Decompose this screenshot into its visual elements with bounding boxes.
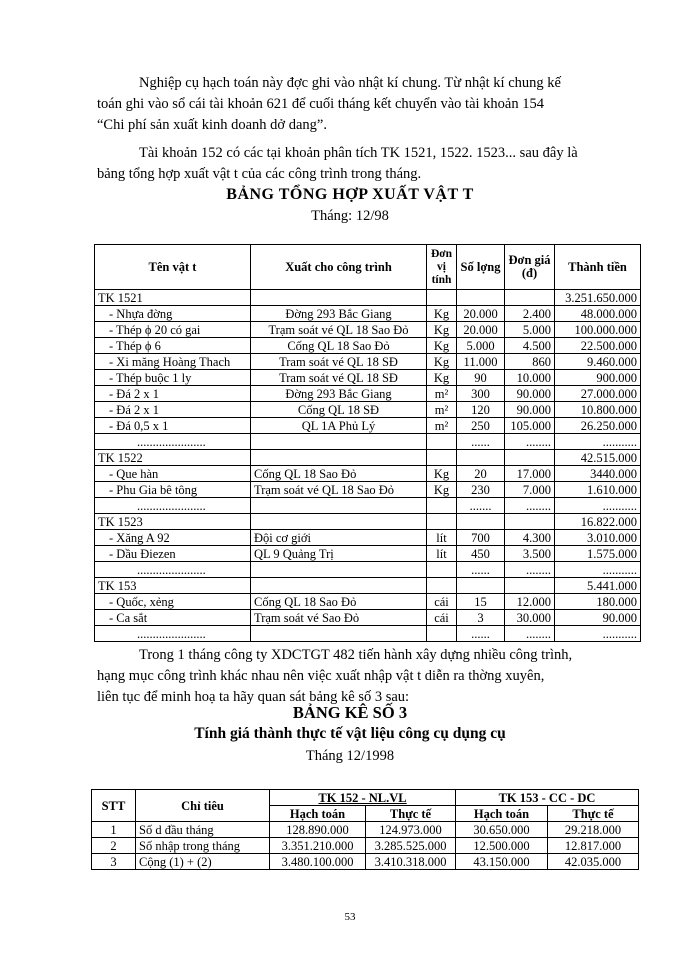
- quantity-cell: 15: [457, 594, 505, 610]
- summary-table: [94, 244, 641, 642]
- amount-cell: 3.251.650.000: [555, 290, 641, 306]
- price-cell: ........: [505, 498, 555, 514]
- header-tk152: TK 152 - NL.VL: [270, 790, 456, 806]
- intro-line: toán ghi vào sổ cái tài khoản 621 để cuối tháng kết chuyển vào tài khoản 154: [97, 96, 544, 112]
- table-row: [95, 482, 641, 498]
- price-cell: ........: [505, 562, 555, 578]
- account-group-row: [95, 450, 641, 466]
- intro-line: Nghiệp cụ hạch toán này đợc ghi vào nhật kí chung. Từ nhật kí chung kế: [139, 75, 561, 91]
- header-tk153-plan: Hạch toán: [456, 806, 548, 822]
- amount-cell: ...........: [555, 626, 641, 642]
- summary-subtitle: Tháng: 12/98: [311, 208, 389, 224]
- quantity-cell: 11.000: [457, 354, 505, 370]
- summary-table-body: [95, 290, 641, 642]
- amount-cell: 100.000.000: [555, 322, 641, 338]
- material-name-cell: TK 153: [95, 578, 251, 594]
- ellipsis-row: [95, 498, 641, 514]
- mid-line: liên tục để minh hoạ ta hãy quan sát bảng kê số 3 sau:: [97, 689, 410, 705]
- unit-cell: [427, 290, 457, 306]
- price-cell: 860: [505, 354, 555, 370]
- ledger-table: [91, 789, 639, 870]
- table-row: [95, 418, 641, 434]
- price-cell: 10.000: [505, 370, 555, 386]
- price-cell: [505, 514, 555, 530]
- material-name-cell: - Đá 2 x 1: [95, 386, 251, 402]
- amount-cell: 10.800.000: [555, 402, 641, 418]
- ledger-month: Tháng 12/1998: [305, 748, 395, 764]
- amount-cell: 9.460.000: [555, 354, 641, 370]
- amount-cell: 1.575.000: [555, 546, 641, 562]
- tk153-actual-cell: 12.817.000: [548, 838, 639, 854]
- unit-cell: cái: [427, 610, 457, 626]
- material-name-cell: - Quốc, xẻng: [95, 594, 251, 610]
- account-line: Tài khoản 152 có các tại khoản phân tích TK 1521, 1522. 1523... sau đây là: [139, 145, 578, 161]
- material-name-cell: - Đá 0,5 x 1: [95, 418, 251, 434]
- project-cell: Đờng 293 Bắc Giang: [251, 306, 427, 322]
- table-row: [95, 338, 641, 354]
- item-cell: Số nhập trong tháng: [136, 838, 270, 854]
- unit-cell: Kg: [427, 306, 457, 322]
- tk152-plan-cell: 3.480.100.000: [270, 854, 366, 870]
- material-name-cell: TK 1521: [95, 290, 251, 306]
- table-row: [95, 370, 641, 386]
- price-cell: 5.000: [505, 322, 555, 338]
- account-line: bảng tổng hợp xuất vật t của các công trình trong tháng.: [97, 166, 422, 182]
- ellipsis-row: [95, 626, 641, 642]
- mid-line: hạng mục công trình khác nhau nên việc xuất nhập vật t diễn ra thờng xuyên,: [97, 668, 545, 684]
- project-cell: Cống QL 18 SĐ: [251, 402, 427, 418]
- project-cell: Cống QL 18 Sao Đỏ: [251, 338, 427, 354]
- project-cell: [251, 450, 427, 466]
- price-cell: 12.000: [505, 594, 555, 610]
- quantity-cell: 450: [457, 546, 505, 562]
- project-cell: [251, 514, 427, 530]
- amount-cell: 3.010.000: [555, 530, 641, 546]
- ellipsis-row: [95, 562, 641, 578]
- table-row: [95, 354, 641, 370]
- amount-cell: 22.500.000: [555, 338, 641, 354]
- material-name-cell: - Nhựa đờng: [95, 306, 251, 322]
- project-cell: QL 9 Quảng Trị: [251, 546, 427, 562]
- amount-cell: ...........: [555, 434, 641, 450]
- header-tk152-plan: Hạch toán: [270, 806, 366, 822]
- unit-cell: [427, 498, 457, 514]
- unit-cell: [427, 626, 457, 642]
- material-name-cell: ......................: [95, 498, 251, 514]
- unit-cell: lít: [427, 530, 457, 546]
- unit-cell: [427, 434, 457, 450]
- price-cell: 7.000: [505, 482, 555, 498]
- unit-cell: Kg: [427, 354, 457, 370]
- quantity-cell: 300: [457, 386, 505, 402]
- price-cell: 90.000: [505, 402, 555, 418]
- stt-cell: 1: [92, 822, 136, 838]
- stt-cell: 3: [92, 854, 136, 870]
- project-cell: [251, 290, 427, 306]
- project-cell: Tram soát vé QL 18 SĐ: [251, 370, 427, 386]
- project-cell: Trạm soát vé QL 18 Sao Đỏ: [251, 482, 427, 498]
- material-name-cell: - Đá 2 x 1: [95, 402, 251, 418]
- table-row: [95, 546, 641, 562]
- amount-cell: 26.250.000: [555, 418, 641, 434]
- ledger-table-body: [92, 822, 639, 870]
- material-name-cell: - Phu Gia bê tông: [95, 482, 251, 498]
- unit-cell: Kg: [427, 466, 457, 482]
- project-cell: Trạm soát vé QL 18 Sao Đỏ: [251, 322, 427, 338]
- material-name-cell: - Xi măng Hoàng Thach: [95, 354, 251, 370]
- unit-cell: [427, 562, 457, 578]
- price-cell: 17.000: [505, 466, 555, 482]
- quantity-cell: [457, 290, 505, 306]
- stt-cell: 2: [92, 838, 136, 854]
- price-cell: 90.000: [505, 386, 555, 402]
- table-row: [95, 306, 641, 322]
- header-price: Đơn giá (đ): [505, 245, 555, 290]
- header-material-name: Tên vật t: [95, 245, 251, 290]
- price-cell: [505, 578, 555, 594]
- table-row: [95, 466, 641, 482]
- amount-cell: ...........: [555, 498, 641, 514]
- unit-cell: m²: [427, 418, 457, 434]
- price-cell: 4.300: [505, 530, 555, 546]
- table-row: [92, 854, 639, 870]
- quantity-cell: 230: [457, 482, 505, 498]
- amount-cell: 5.441.000: [555, 578, 641, 594]
- header-tk152-actual: Thực tế: [366, 806, 456, 822]
- material-name-cell: TK 1522: [95, 450, 251, 466]
- tk153-plan-cell: 43.150.000: [456, 854, 548, 870]
- price-cell: ........: [505, 626, 555, 642]
- amount-cell: 27.000.000: [555, 386, 641, 402]
- project-cell: Đội cơ giới: [251, 530, 427, 546]
- price-cell: 4.500: [505, 338, 555, 354]
- quantity-cell: [457, 450, 505, 466]
- material-name-cell: - Xăng A 92: [95, 530, 251, 546]
- material-name-cell: - Thép buộc 1 ly: [95, 370, 251, 386]
- table-row: [95, 402, 641, 418]
- amount-cell: 900.000: [555, 370, 641, 386]
- tk152-actual-cell: 3.285.525.000: [366, 838, 456, 854]
- summary-title: BẢNG TỔNG HỢP XUẤT VẬT T: [226, 186, 474, 203]
- quantity-cell: 700: [457, 530, 505, 546]
- price-cell: 30.000: [505, 610, 555, 626]
- tk153-actual-cell: 29.218.000: [548, 822, 639, 838]
- quantity-cell: 3: [457, 610, 505, 626]
- header-item: Chỉ tiêu: [136, 790, 270, 822]
- tk152-plan-cell: 128.890.000: [270, 822, 366, 838]
- quantity-cell: [457, 514, 505, 530]
- item-cell: Số d đầu tháng: [136, 822, 270, 838]
- amount-cell: 16.822.000: [555, 514, 641, 530]
- project-cell: [251, 578, 427, 594]
- ledger-subtitle: Tính giá thành thực tế vật liệu công cụ dụng cụ: [194, 725, 506, 742]
- unit-cell: cái: [427, 594, 457, 610]
- header-unit: Đơn vị tính: [427, 245, 457, 290]
- account-paragraph: [97, 143, 642, 185]
- project-cell: Trạm soát vé Sao Đỏ: [251, 610, 427, 626]
- header-stt: STT: [92, 790, 136, 822]
- tk153-plan-cell: 30.650.000: [456, 822, 548, 838]
- project-cell: Cống QL 18 Sao Đỏ: [251, 594, 427, 610]
- page-number: 53: [344, 911, 356, 923]
- unit-cell: m²: [427, 402, 457, 418]
- material-name-cell: - Ca sắt: [95, 610, 251, 626]
- project-cell: QL 1A Phủ Lý: [251, 418, 427, 434]
- quantity-cell: 90: [457, 370, 505, 386]
- table-row: [92, 822, 639, 838]
- amount-cell: 90.000: [555, 610, 641, 626]
- amount-cell: 3440.000: [555, 466, 641, 482]
- table-row: [92, 838, 639, 854]
- table-row: [95, 530, 641, 546]
- material-name-cell: - Dầu Điezen: [95, 546, 251, 562]
- unit-cell: Kg: [427, 482, 457, 498]
- material-name-cell: - Thép ϕ 6: [95, 338, 251, 354]
- header-tk153-actual: Thực tế: [548, 806, 639, 822]
- project-cell: [251, 626, 427, 642]
- tk153-actual-cell: 42.035.000: [548, 854, 639, 870]
- unit-cell: Kg: [427, 322, 457, 338]
- price-cell: ........: [505, 434, 555, 450]
- quantity-cell: ......: [457, 562, 505, 578]
- unit-cell: lít: [427, 546, 457, 562]
- quantity-cell: 250: [457, 418, 505, 434]
- account-group-row: [95, 578, 641, 594]
- account-group-row: [95, 514, 641, 530]
- amount-cell: ...........: [555, 562, 641, 578]
- unit-cell: m²: [427, 386, 457, 402]
- table-row: [95, 386, 641, 402]
- quantity-cell: 5.000: [457, 338, 505, 354]
- project-cell: [251, 434, 427, 450]
- unit-cell: [427, 514, 457, 530]
- amount-cell: 48.000.000: [555, 306, 641, 322]
- quantity-cell: [457, 578, 505, 594]
- amount-cell: 42.515.000: [555, 450, 641, 466]
- price-cell: 3.500: [505, 546, 555, 562]
- quantity-cell: 20: [457, 466, 505, 482]
- header-tk153: TK 153 - CC - DC: [456, 790, 639, 806]
- project-cell: Cống QL 18 Sao Đỏ: [251, 466, 427, 482]
- intro-paragraph: [97, 73, 642, 136]
- header-amount: Thành tiền: [555, 245, 641, 290]
- tk152-actual-cell: 124.973.000: [366, 822, 456, 838]
- unit-cell: Kg: [427, 338, 457, 354]
- amount-cell: 180.000: [555, 594, 641, 610]
- table-row: [95, 594, 641, 610]
- table-row: [95, 610, 641, 626]
- tk152-actual-cell: 3.410.318.000: [366, 854, 456, 870]
- mid-paragraph: [97, 645, 642, 708]
- header-quantity: Số lợng: [457, 245, 505, 290]
- unit-cell: [427, 578, 457, 594]
- quantity-cell: .......: [457, 498, 505, 514]
- price-cell: [505, 450, 555, 466]
- quantity-cell: 20.000: [457, 322, 505, 338]
- ledger-title: BẢNG KÊ SỐ 3: [292, 703, 408, 722]
- project-cell: Đờng 293 Bắc Giang: [251, 386, 427, 402]
- project-cell: Tram soát vé QL 18 SĐ: [251, 354, 427, 370]
- material-name-cell: - Thép ϕ 20 có gai: [95, 322, 251, 338]
- material-name-cell: ......................: [95, 626, 251, 642]
- ellipsis-row: [95, 434, 641, 450]
- quantity-cell: ......: [457, 434, 505, 450]
- quantity-cell: 20.000: [457, 306, 505, 322]
- amount-cell: 1.610.000: [555, 482, 641, 498]
- project-cell: [251, 498, 427, 514]
- price-cell: [505, 290, 555, 306]
- item-cell: Cộng (1) + (2): [136, 854, 270, 870]
- material-name-cell: - Que hàn: [95, 466, 251, 482]
- mid-line: Trong 1 tháng công ty XDCTGT 482 tiến hành xây dựng nhiều công trình,: [139, 647, 573, 663]
- ledger-header-row: [92, 790, 639, 806]
- unit-cell: Kg: [427, 370, 457, 386]
- material-name-cell: ......................: [95, 434, 251, 450]
- quantity-cell: 120: [457, 402, 505, 418]
- header-project: Xuất cho công trình: [251, 245, 427, 290]
- tk153-plan-cell: 12.500.000: [456, 838, 548, 854]
- material-name-cell: TK 1523: [95, 514, 251, 530]
- project-cell: [251, 562, 427, 578]
- material-name-cell: ......................: [95, 562, 251, 578]
- tk152-plan-cell: 3.351.210.000: [270, 838, 366, 854]
- quantity-cell: ......: [457, 626, 505, 642]
- account-group-row: [95, 290, 641, 306]
- table-row: [95, 322, 641, 338]
- price-cell: 2.400: [505, 306, 555, 322]
- intro-line: “Chi phí sản xuất kinh doanh dở dang”.: [97, 117, 327, 133]
- price-cell: 105.000: [505, 418, 555, 434]
- summary-header-row: [95, 245, 641, 290]
- unit-cell: [427, 450, 457, 466]
